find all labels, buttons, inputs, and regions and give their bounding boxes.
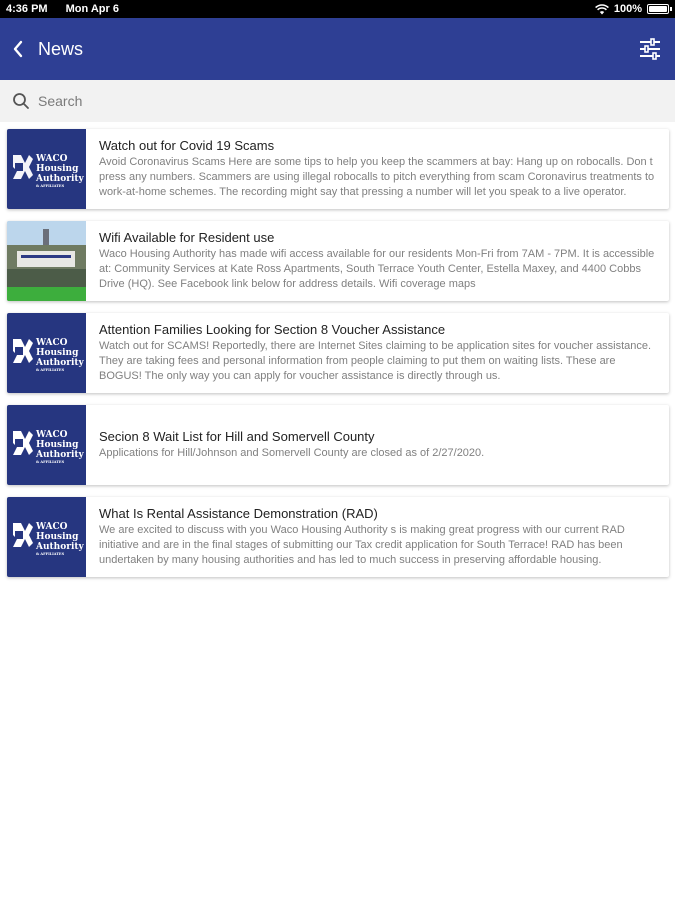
news-card[interactable] [7, 497, 669, 577]
logo-lettering: Authority [36, 542, 84, 552]
waha-logo-graphic [7, 129, 86, 209]
filter-button[interactable] [637, 36, 663, 62]
building-photo-graphic [7, 221, 86, 301]
logo-lettering: Housing [36, 164, 79, 174]
news-title: Watch out for Covid 19 Scams [99, 138, 275, 153]
news-title: Secion 8 Wait List for Hill and Somervell County [99, 429, 375, 444]
search-bar [0, 80, 675, 122]
app-bar [0, 18, 675, 80]
status-date: Mon Apr 6 [65, 3, 119, 15]
news-card-body [86, 405, 669, 485]
news-title: Wifi Available for Resident use [99, 230, 275, 245]
search-icon [12, 92, 30, 110]
logo-lettering: Authority [36, 358, 84, 368]
logo-lettering: & AFFILIATES [36, 460, 65, 464]
waha-logo [7, 497, 86, 577]
logo-lettering: & AFFILIATES [36, 368, 65, 372]
news-description: Watch out for SCAMS! Reportedly, there are Internet Sites claiming to be application sites for voucher assistance. They are taking fees and personal information from people claiming to put them on waiting lists. These are BOGUS! The only way you can apply for voucher assistance is directly through us. [99, 340, 652, 382]
logo-lettering: Housing [36, 440, 79, 450]
waha-logo-graphic [7, 497, 86, 577]
news-photo [7, 221, 86, 301]
back-button[interactable] [12, 40, 30, 58]
wifi-icon [595, 4, 609, 15]
logo-lettering: Authority [36, 450, 84, 460]
news-description: Applications for Hill/Johnson and Somervell County are closed as of 2/27/2020. [99, 447, 485, 459]
waha-logo-graphic [7, 313, 86, 393]
news-card-body [86, 497, 669, 577]
news-card[interactable] [7, 221, 669, 301]
waha-logo [7, 129, 86, 209]
logo-lettering: & AFFILIATES [36, 552, 65, 556]
battery-icon [647, 4, 669, 14]
logo-lettering: Housing [36, 348, 79, 358]
status-right [595, 3, 669, 15]
waha-logo-graphic [7, 405, 86, 485]
search-input[interactable] [38, 93, 638, 109]
logo-lettering: WACO [36, 338, 68, 348]
news-card[interactable] [7, 313, 669, 393]
news-card-body [86, 313, 669, 393]
news-description: We are excited to discuss with you Waco Housing Authority s is making great progress with our current RAD initiative and are in the final stages of submitting our Tax credit application for South Terrace! RAD has been undertaken by many housing authorities and has led to much success in preserving affordable housing. [99, 524, 625, 566]
logo-lettering: WACO [36, 154, 68, 164]
news-description: Waco Housing Authority has made wifi access available for our residents Mon-Fri from 7AM - 7PM. It is accessible at: Community Services at Kate Ross Apartments, South Terrace Youth Center, Estella Maxey, and 4400 Cobbs Drive (HQ). See Facebook link below for address details. Wifi coverage maps [99, 248, 655, 290]
news-description: Avoid Coronavirus Scams Here are some tips to help you keep the scammers at bay: Hang up on robocalls. Don t press any numbers. Scammers are using illegal robocalls to pitch everything from scam Coronavirus treatments to work-at-home schemes. The recording might say that pressing a number will let you speak to a live operator. [99, 156, 655, 198]
status-bar [0, 0, 675, 18]
logo-lettering: WACO [36, 522, 68, 532]
news-card-body [86, 129, 669, 209]
logo-lettering: Authority [36, 174, 84, 184]
news-list [7, 129, 669, 589]
news-card[interactable] [7, 405, 669, 485]
news-title: Attention Families Looking for Section 8 Voucher Assistance [99, 322, 446, 337]
status-time: 4:36 PM [6, 3, 48, 15]
logo-lettering: & AFFILIATES [36, 184, 65, 188]
logo-lettering: Housing [36, 532, 79, 542]
page-title: News [38, 38, 84, 59]
sliders-icon [637, 36, 663, 62]
news-card-body [86, 221, 669, 301]
logo-lettering: WACO [36, 430, 68, 440]
battery-percent: 100% [613, 3, 642, 15]
chevron-left-icon [12, 40, 24, 58]
news-card[interactable] [7, 129, 669, 209]
waha-logo [7, 405, 86, 485]
news-title: What Is Rental Assistance Demonstration (RAD) [99, 506, 378, 521]
waha-logo [7, 313, 86, 393]
